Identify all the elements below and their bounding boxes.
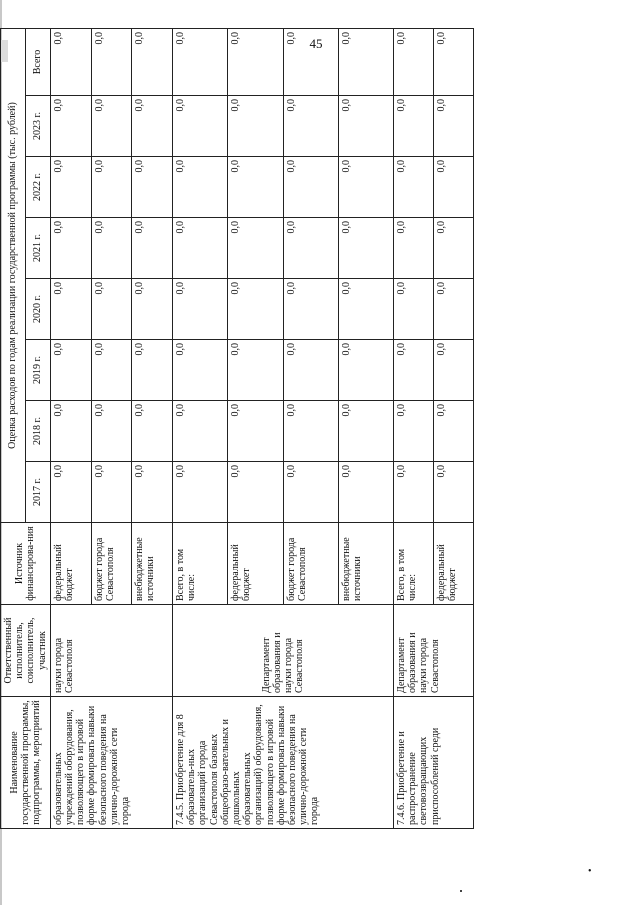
value-cell: 0,0 (228, 218, 283, 279)
header-year: 2022 г. (25, 157, 50, 218)
value-cell: 0,0 (50, 340, 91, 401)
value-cell: 0,0 (393, 157, 433, 218)
total-cell: 0,0 (50, 29, 91, 96)
program-name-cell: образовательных учреждений оборудования, позволяющего в игровой форме формировать навыки безопасного поведения на улично-дорожной сети города (50, 697, 172, 829)
program-name-cell: 7.4.6. Приобретение и распространение световозвращающих приспособлений среди (393, 697, 473, 829)
header-year: 2023 г. (25, 96, 50, 157)
header-year: 2017 г. (25, 462, 50, 523)
value-cell: 0,0 (50, 279, 91, 340)
executor-cell: науки города Севастополя (50, 605, 172, 697)
value-cell: 0,0 (50, 96, 91, 157)
value-cell: 0,0 (132, 157, 173, 218)
header-estimate: Оценка расходов по годам реализации государственной программы (тыс. рублей) (1, 29, 26, 523)
value-cell: 0,0 (91, 462, 132, 523)
total-cell: 0,0 (132, 29, 173, 96)
value-cell: 0,0 (393, 340, 433, 401)
header-name: Наименование государственной программы, подпрограммы, мероприятий (1, 697, 51, 829)
value-cell: 0,0 (132, 340, 173, 401)
budget-table-rotated (0, 29, 457, 829)
header-year: 2021 г. (25, 218, 50, 279)
value-cell: 0,0 (283, 157, 338, 218)
value-cell: 0,0 (228, 96, 283, 157)
value-cell: 0,0 (91, 218, 132, 279)
value-cell: 0,0 (91, 340, 132, 401)
source-cell: федеральный бюджет (228, 523, 283, 605)
value-cell: 0,0 (434, 218, 474, 279)
value-cell: 0,0 (50, 401, 91, 462)
value-cell: 0,0 (338, 157, 393, 218)
value-cell: 0,0 (283, 96, 338, 157)
value-cell: 0,0 (338, 462, 393, 523)
value-cell: 0,0 (228, 340, 283, 401)
value-cell: 0,0 (393, 279, 433, 340)
table-row (173, 29, 228, 829)
budget-table (0, 28, 474, 829)
source-cell: федеральный бюджет (50, 523, 91, 605)
value-cell: 0,0 (50, 462, 91, 523)
value-cell: 0,0 (338, 218, 393, 279)
value-cell: 0,0 (434, 279, 474, 340)
value-cell: 0,0 (228, 157, 283, 218)
value-cell: 0,0 (434, 401, 474, 462)
total-cell: 0,0 (393, 29, 433, 96)
scan-speck (460, 890, 462, 892)
value-cell: 0,0 (228, 462, 283, 523)
total-cell: 0,0 (173, 29, 228, 96)
value-cell: 0,0 (283, 340, 338, 401)
total-cell: 0,0 (338, 29, 393, 96)
value-cell: 0,0 (132, 218, 173, 279)
value-cell: 0,0 (132, 462, 173, 523)
header-executor: Ответственный исполнитель, соисполнитель, участник (1, 605, 51, 697)
header-year: 2019 г. (25, 340, 50, 401)
value-cell: 0,0 (338, 401, 393, 462)
table-row (50, 29, 91, 829)
value-cell: 0,0 (91, 96, 132, 157)
source-cell: бюджет города Севастополя (91, 523, 132, 605)
value-cell: 0,0 (91, 279, 132, 340)
value-cell: 0,0 (173, 401, 228, 462)
source-cell: внебюджетные источники (338, 523, 393, 605)
value-cell: 0,0 (338, 96, 393, 157)
program-name-cell: 7.4.5. Приобретение для 8 образователь-ных организаций города Севастополя базовых общеобразо-вательных и дошкольных образовательных организаций) оборудования, позволяющего в игровой форме формировать навыки безопасного поведения на улично-дорожной сети города (173, 697, 394, 829)
value-cell: 0,0 (283, 279, 338, 340)
executor-cell: Департамент образования и науки города Севастополя (393, 605, 473, 697)
header-year: 2020 г. (25, 279, 50, 340)
value-cell: 0,0 (173, 96, 228, 157)
executor-cell: Департамент образования и науки города Севастополя (173, 605, 394, 697)
page-number: 45 (309, 36, 323, 51)
source-cell: федеральный бюджет (434, 523, 474, 605)
total-cell: 0,0 (283, 29, 338, 96)
header-year: 2018 г. (25, 401, 50, 462)
value-cell: 0,0 (283, 462, 338, 523)
source-cell: Всего, в том числе: (393, 523, 433, 605)
source-cell: внебюджетные источники (132, 523, 173, 605)
total-cell: 0,0 (434, 29, 474, 96)
value-cell: 0,0 (393, 462, 433, 523)
value-cell: 0,0 (283, 401, 338, 462)
value-cell: 0,0 (434, 96, 474, 157)
value-cell: 0,0 (338, 279, 393, 340)
value-cell: 0,0 (283, 218, 338, 279)
source-cell: Всего, в том числе: (173, 523, 228, 605)
value-cell: 0,0 (173, 340, 228, 401)
value-cell: 0,0 (434, 462, 474, 523)
value-cell: 0,0 (393, 218, 433, 279)
header-source: Источник финансирова-ния (1, 523, 51, 605)
value-cell: 0,0 (173, 218, 228, 279)
value-cell: 0,0 (50, 218, 91, 279)
value-cell: 0,0 (132, 401, 173, 462)
value-cell: 0,0 (173, 462, 228, 523)
value-cell: 0,0 (434, 340, 474, 401)
value-cell: 0,0 (132, 279, 173, 340)
value-cell: 0,0 (50, 157, 91, 218)
value-cell: 0,0 (393, 96, 433, 157)
total-cell: 0,0 (228, 29, 283, 96)
value-cell: 0,0 (132, 96, 173, 157)
scan-dot: • (588, 866, 592, 877)
source-cell: бюджет города Севастополя (283, 523, 338, 605)
value-cell: 0,0 (173, 279, 228, 340)
value-cell: 0,0 (91, 157, 132, 218)
value-cell: 0,0 (434, 157, 474, 218)
total-cell: 0,0 (91, 29, 132, 96)
table-row (393, 29, 433, 829)
value-cell: 0,0 (228, 401, 283, 462)
value-cell: 0,0 (228, 279, 283, 340)
header-row-1 (1, 29, 26, 829)
header-total: Всего (25, 29, 50, 96)
value-cell: 0,0 (338, 340, 393, 401)
value-cell: 0,0 (173, 157, 228, 218)
value-cell: 0,0 (91, 401, 132, 462)
value-cell: 0,0 (393, 401, 433, 462)
